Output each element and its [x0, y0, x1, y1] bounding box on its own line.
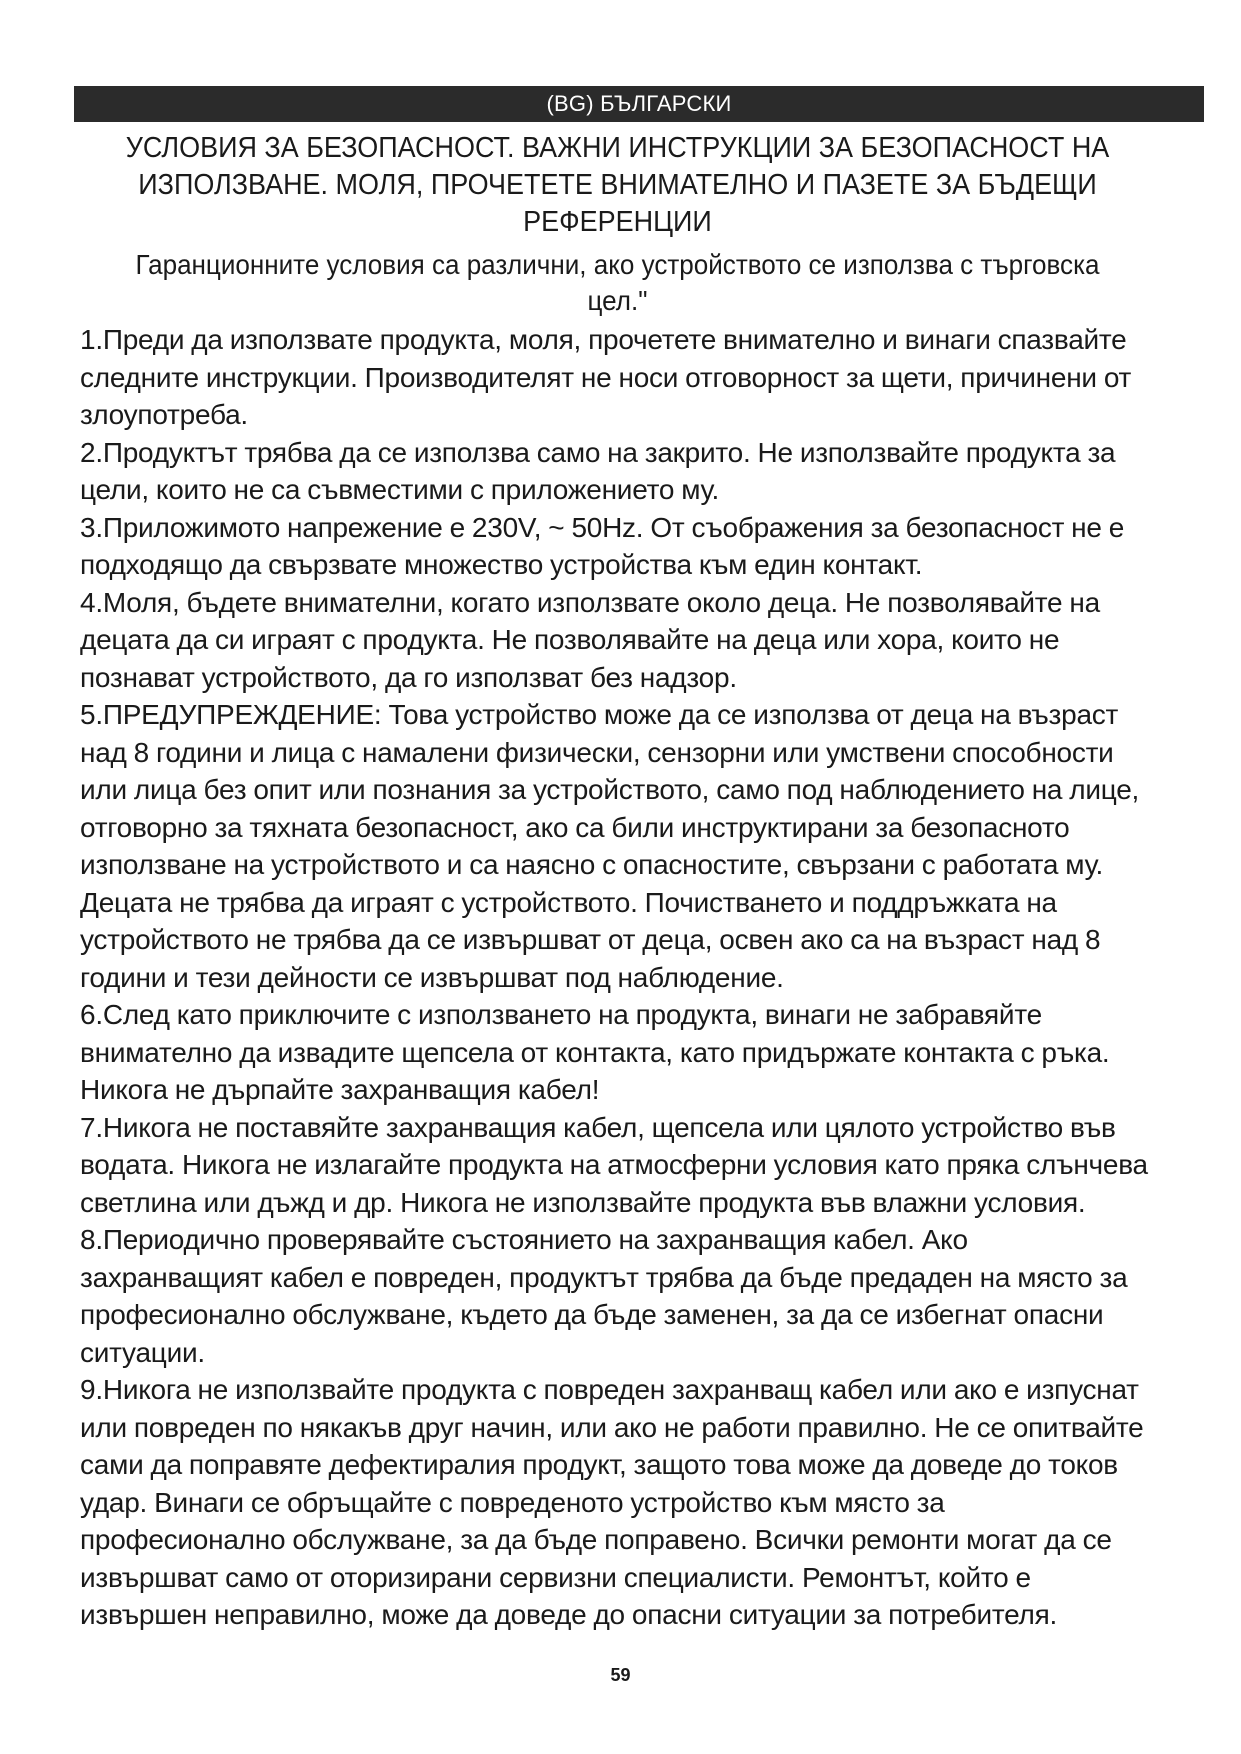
instruction-item-4: 4.Моля, бъдете внимателни, когато използвате около деца. Не позволявайте на децата да си играят с продукта. Не позволявайте на деца или хора, които не познават устройството, да го използват без надзор. [80, 586, 1100, 693]
instruction-item-6: 6.След като приключите с използването на продукта, винаги не забравяйте внимателно да извадите щепсела от контакта, като придържате контакта с ръка. Никога не дърпайте захранващия кабел! [80, 999, 1110, 1105]
section-title: УСЛОВИЯ ЗА БЕЗОПАСНОСТ. ВАЖНИ ИНСТРУКЦИИ ЗА БЕЗОПАСНОСТ НА ИЗПОЛЗВАНЕ. МОЛЯ, ПРОЧЕТЕТЕ ВНИМАТЕЛНО И ПАЗЕТЕ ЗА БЪДЕЩИ РЕФЕРЕНЦИИ [125, 132, 1110, 238]
safety-instructions-section [80, 130, 1155, 1634]
language-label: (BG) БЪЛГАРСКИ [546, 91, 732, 116]
instruction-list [80, 321, 1155, 1634]
instruction-item-3: 3.Приложимото напрежение е 230V, ~ 50Hz. От съображения за безопасност не е подходящо да свързвате множество устройства към един контакт. [80, 511, 1125, 580]
instruction-item-2: 2.Продуктът трябва да се използва само на закрито. Не използвайте продукта за цели, които не са съвместими с приложението му. [80, 436, 1116, 505]
instruction-item-5: 5.ПРЕДУПРЕЖДЕНИЕ: Това устройство може да се използва от деца на възраст над 8 години и лица с намалени физически, сензорни или умствени способности или лица без опит или познания за устройството, само под наблюдението на лице, отговорно за тяхната безопасност, ако са били инструктирани за безопасното използване на устройството и са наясно с опасностите, свързани с работата му. Децата не трябва да играят с устройството. Почистването и поддръжката на устройството не трябва да се извършват от деца, освен ако са на възраст над 8 години и тези дейности се извършват под наблюдение. [80, 699, 1140, 993]
instruction-item-7: 7.Никога не поставяйте захранващия кабел, щепсела или цялото устройство във водата. Никога не излагайте продукта на атмосферни условия като пряка слънчева светлина или дъжд и др. Никога не използвайте продукта във влажни условия. [80, 1111, 1148, 1218]
instruction-item-8: 8.Периодично проверявайте състоянието на захранващия кабел. Ако захранващият кабел е повреден, продуктът трябва да бъде предаден на място за професионално обслужване, където да бъде заменен, за да се избегнат опасни ситуации. [80, 1224, 1128, 1368]
instruction-item-9: 9.Никога не използвайте продукта с повреден захранващ кабел или ако е изпуснат или повреден по някакъв друг начин, или ако не работи правилно. Не се опитвайте сами да поправяте дефектиралия продукт, защото това може да доведе до токов удар. Винаги се обръщайте с повреденото устройство към място за професионално обслужване, за да бъде поправено. Всички ремонти могат да се извършват само от оторизирани сервизни специалисти. Ремонтът, който е извършен неправилно, може да доведе до опасни ситуации за потребителя. [80, 1374, 1144, 1630]
language-header-bar [74, 86, 1204, 122]
warranty-note: Гаранционните условия са различни, ако устройството се използва с търговска цел." [135, 249, 1100, 316]
instruction-item-1: 1.Преди да използвате продукта, моля, прочетете внимателно и винаги спазвайте следните инструкции. Производителят не носи отговорност за щети, причинени от злоупотреба. [80, 324, 1132, 430]
page-number: 59 [610, 1665, 631, 1685]
